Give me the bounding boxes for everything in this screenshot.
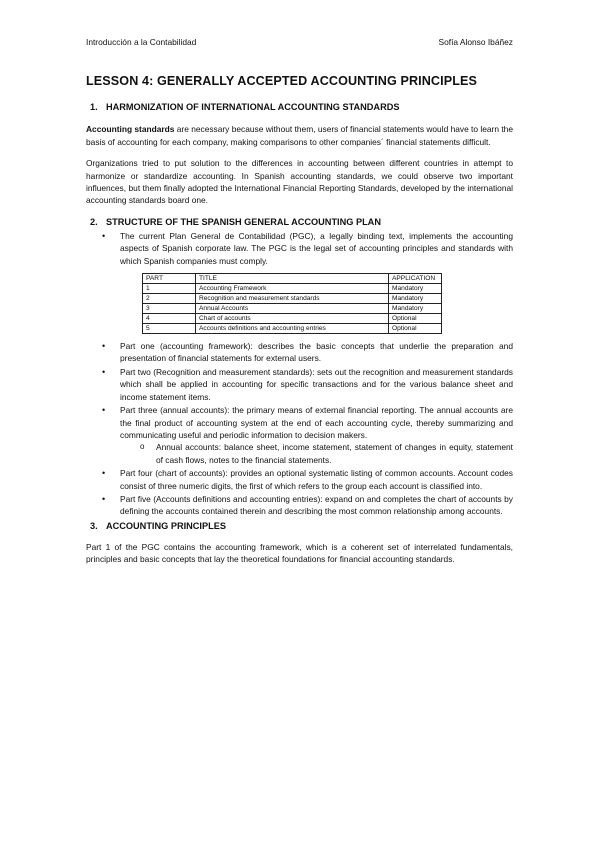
bullet-part-one: • Part one (accounting framework): describes the basic concepts that underlie the preparation and presentation of financial statements for external users. [86, 340, 513, 365]
bold-term: Accounting standards [86, 124, 175, 135]
section-3-paragraph: Part 1 of the PGC contains the accounting framework, which is a coherent set of interrelated fundamentals, principles and basic concepts that lay the theoretical foundations for financial accounting standards. [86, 541, 513, 565]
table-header-row [143, 274, 442, 284]
bullet-pgc-intro: • The current Plan General de Contabilidad (PGC), a legally binding text, implements the accounting aspects of Spanish corporate law. The PGC is the legal set of accounting principles and standards with which Spanish companies must comply. [86, 230, 513, 267]
table-header-part: PART [143, 274, 196, 284]
section-2-bullets-parts [86, 340, 513, 518]
sub-bullet-annual-accounts: o Annual accounts: balance sheet, income statement, statement of changes in equity, statement of cash flows, notes to the financial statements. [120, 441, 513, 466]
table-row: 3 Annual Accounts Mandatory [143, 304, 442, 314]
section-2-bullets-top [86, 230, 513, 267]
section-2-heading: 2. STRUCTURE OF THE SPANISH GENERAL ACCOUNTING PLAN [90, 216, 381, 227]
bullet-part-two: • Part two (Recognition and measurement standards): sets out the recognition and measurement standards which shall be applied in accounting for specific transactions and for the various balance sheet and income statement items. [86, 366, 513, 403]
bullet-part-three: • Part three (annual accounts): the primary means of external financial reporting. The annual accounts are the final product of accounting system at the end of each accounting cycle, thereby summarizing and communicating useful and periodic information to decision makers. o Annual accounts: balance sheet, income statement, statement of changes in equity, statement of cash flows, notes to the financial statements. [86, 404, 513, 466]
table-row: 2 Recognition and measurement standards Mandatory [143, 294, 442, 304]
section-1-heading: 1. HARMONIZATION OF INTERNATIONAL ACCOUNTING STANDARDS [90, 102, 400, 113]
page-header [86, 36, 513, 48]
header-author: Sofía Alonso Ibáñez [438, 37, 513, 47]
bullet-part-five: • Part five (Accounts definitions and accounting entries): expand on and completes the chart of accounts by defining the accounts contained therein and describing the most common relationship among accounts. [86, 493, 513, 518]
table-row: 1 Accounting Framework Mandatory [143, 284, 442, 294]
lesson-title: LESSON 4: GENERALLY ACCEPTED ACCOUNTING PRINCIPLES [86, 74, 478, 89]
section-3-heading: 3. ACCOUNTING PRINCIPLES [90, 520, 226, 531]
pgc-parts-table [142, 273, 442, 334]
table-row: 4 Chart of accounts Optional [143, 314, 442, 324]
table-header-title: TITLE [196, 274, 389, 284]
section-1-paragraph-1: Accounting standards are necessary because without them, users of financial statements would have to learn the basis of accounting for each company, making comparisons to other companies´ financial statements difficult. [86, 124, 513, 147]
header-course-title: Introducción a la Contabilidad [86, 37, 197, 47]
section-1-paragraph-2: Organizations tried to put solution to the differences in accounting between different countries in attempt to harmonize or standardize accounting. In Spanish accounting standards, we could observe two important influences, but them finally adopted the International Financial Reporting Standards, developed by the international accounting standards board one. [86, 158, 513, 206]
table-row: 5 Accounts definitions and accounting entries Optional [143, 324, 442, 334]
sub-bullets-part-three [120, 441, 513, 466]
table-header-application: APPLICATION [389, 274, 442, 284]
bullet-part-four: • Part four (chart of accounts): provides an optional systematic listing of common accounts. Account codes consist of three numeric digits, the first of which refers to the group each account is classified into. [86, 467, 513, 492]
